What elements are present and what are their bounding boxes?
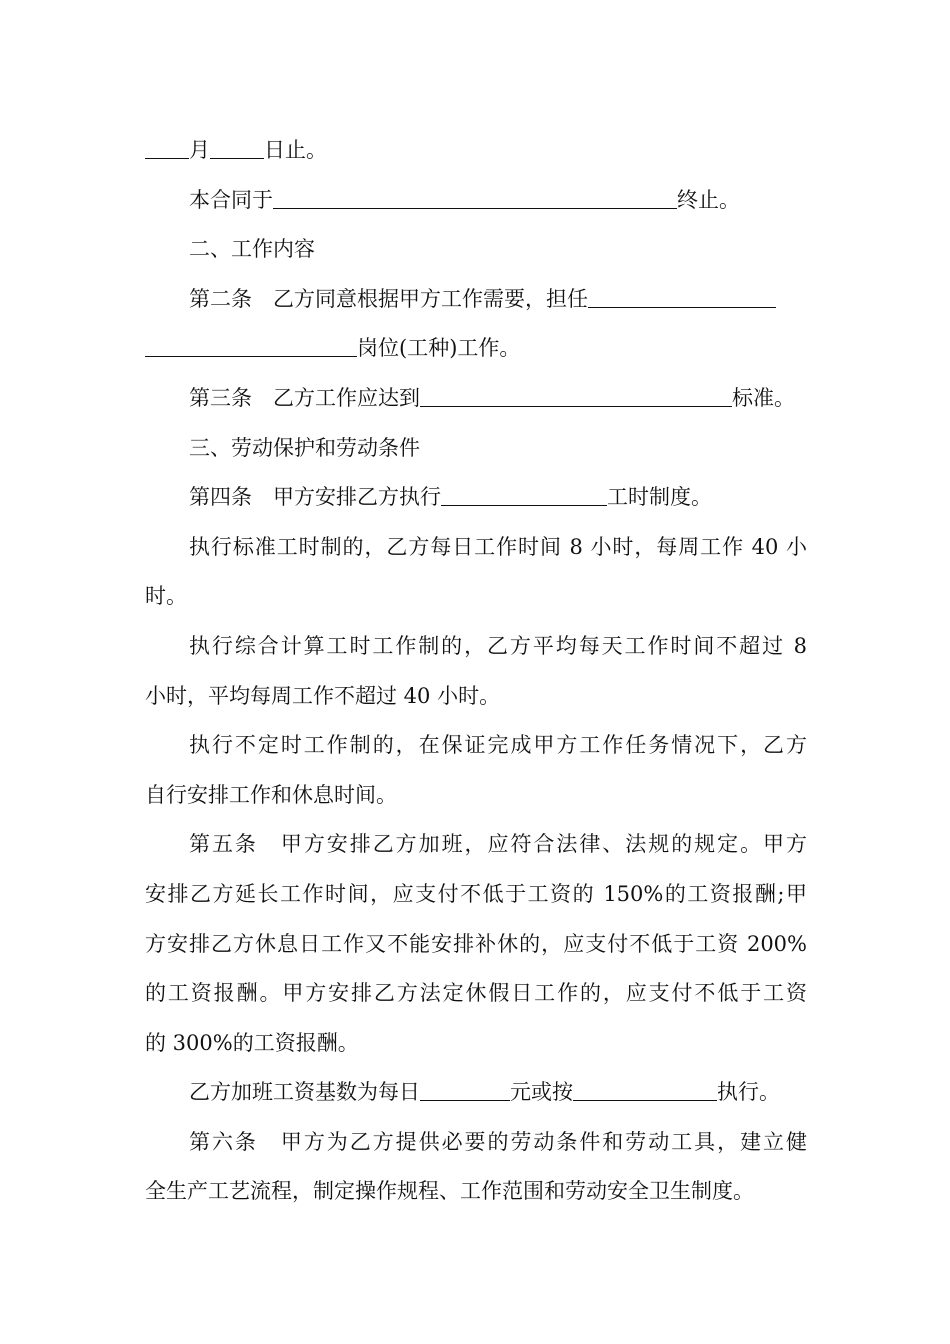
text-day-end: 日止。 <box>264 138 327 162</box>
blank-end-condition <box>273 186 677 209</box>
blank-position <box>588 285 776 308</box>
paragraph-standard-hours-1: 执行标准工时制的，乙方每日工作时间 8 小时，每周工作 40 小 <box>189 534 807 559</box>
article-3-text: 乙方工作应达到 <box>273 385 420 410</box>
blank-month <box>145 136 189 159</box>
overtime-base-line <box>145 1068 807 1118</box>
article-6-line-2: 全生产工艺流程，制定操作规程、工作范围和劳动安全卫生制度。 <box>145 1179 754 1204</box>
blank-position-cont <box>145 334 357 357</box>
overtime-base-or: 元或按 <box>510 1080 573 1105</box>
document-page <box>145 126 807 1217</box>
overtime-base-end: 执行。 <box>717 1080 780 1105</box>
article-6-line-1 <box>145 1118 807 1168</box>
article-5-text: 甲方安排乙方加班，应符合法律、法规的规定。甲方 <box>278 832 807 857</box>
article-4-label: 第四条 <box>189 485 252 510</box>
paragraph-flexible-hours-2: 自行安排工作和休息时间。 <box>145 782 397 807</box>
article-2-line-2 <box>145 324 807 374</box>
blank-daily-amount <box>420 1078 510 1101</box>
article-3-text-end: 标准。 <box>732 385 795 410</box>
article-4-line <box>145 473 807 523</box>
blank-hours-system <box>441 483 607 506</box>
article-5-label: 第五条 <box>189 832 258 857</box>
article-3-label: 第三条 <box>189 385 252 410</box>
article-2-text-end: 岗位(工种)工作。 <box>357 336 521 361</box>
article-2-line-1 <box>145 275 807 325</box>
overtime-base-text: 乙方加班工资基数为每日 <box>189 1080 420 1105</box>
text-terminate: 终止。 <box>677 187 740 212</box>
article-2-label: 第二条 <box>189 286 252 311</box>
line-end-date <box>145 126 807 176</box>
article-5-line-4: 的工资报酬。甲方安排乙方法定休假日工作的，应支付不低于工资 <box>145 981 807 1006</box>
paragraph-standard-hours-2: 时。 <box>145 584 187 609</box>
article-6-label: 第六条 <box>189 1129 258 1154</box>
article-5-line-1 <box>145 820 807 870</box>
blank-overtime-basis <box>573 1078 717 1101</box>
paragraph-comprehensive-hours-2: 小时，平均每周工作不超过 40 小时。 <box>145 683 501 708</box>
section-heading-work-content: 二、工作内容 <box>189 237 315 262</box>
text-month: 月 <box>189 138 210 162</box>
line-contract-end <box>145 176 807 226</box>
text-contract-until: 本合同于 <box>189 187 273 212</box>
article-2-text: 乙方同意根据甲方工作需要，担任 <box>273 286 588 311</box>
article-5-line-3: 方安排乙方休息日工作又不能安排补休的，应支付不低于工资 200% <box>145 931 807 956</box>
article-6-text: 甲方为乙方提供必要的劳动条件和劳动工具，建立健 <box>278 1129 807 1154</box>
article-5-line-2: 安排乙方延长工作时间，应支付不低于工资的 150%的工资报酬;甲 <box>145 881 807 906</box>
blank-standard <box>420 384 732 407</box>
paragraph-flexible-hours-1: 执行不定时工作制的，在保证完成甲方工作任务情况下，乙方 <box>189 733 807 758</box>
article-4-text: 甲方安排乙方执行 <box>273 485 441 510</box>
article-5-line-5: 的 300%的工资报酬。 <box>145 1030 359 1055</box>
paragraph-comprehensive-hours-1: 执行综合计算工时工作制的，乙方平均每天工作时间不超过 8 <box>189 633 807 658</box>
article-3-line <box>145 374 807 424</box>
article-4-text-end: 工时制度。 <box>607 485 712 510</box>
section-heading-labor-protection: 三、劳动保护和劳动条件 <box>189 435 420 460</box>
blank-day <box>210 136 264 159</box>
